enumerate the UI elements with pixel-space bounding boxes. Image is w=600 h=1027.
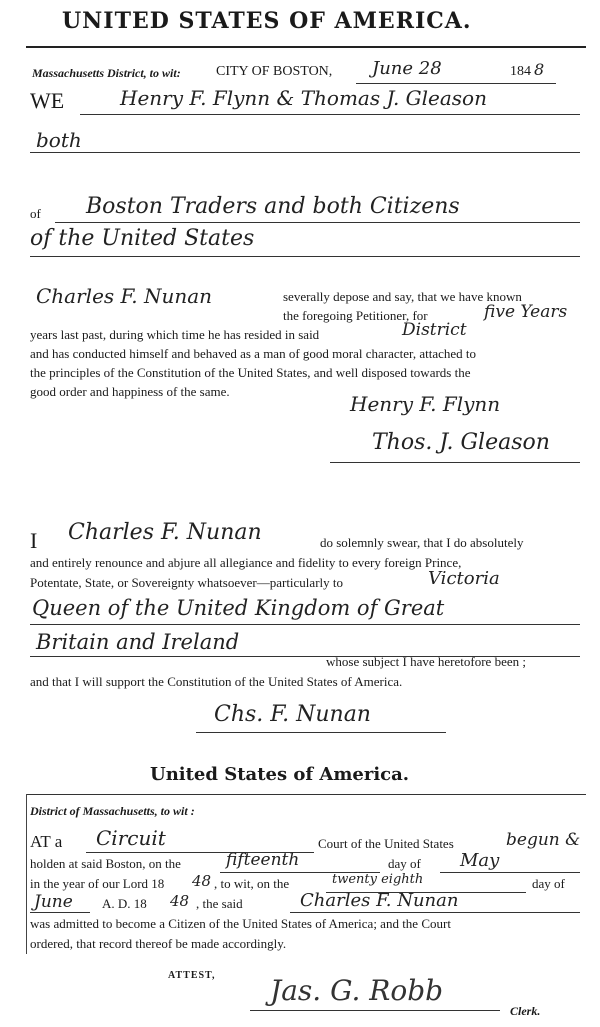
sovereign-line-1 (30, 624, 580, 625)
court-rule-top (26, 794, 586, 795)
clerk-signature: Jas. G. Robb (270, 974, 444, 1007)
document-title: UNITED STATES OF AMERICA. (62, 8, 472, 34)
year-handwritten: 8 (534, 60, 545, 79)
oath-signature-line (196, 732, 446, 733)
residence-handwritten-1: Boston Traders and both Citizens (86, 194, 460, 219)
day-of2-label: day of (532, 876, 565, 891)
day2-handwritten: twenty eighth (332, 872, 424, 887)
residence-handwritten-2: of the United States (30, 226, 255, 251)
court-line: Court of the United States (318, 836, 454, 851)
of-label: of (30, 206, 41, 221)
depose-line-6: good order and happiness of the same. (30, 384, 230, 399)
residence-line-2 (30, 256, 580, 257)
court-name-handwritten: Charles F. Nunan (300, 890, 459, 911)
month-line (440, 872, 580, 873)
attest-label: ATTEST, (168, 970, 216, 981)
clerk-signature-line (250, 1010, 500, 1011)
sovereign-handwritten-1: Victoria (428, 568, 500, 589)
witness-signature-1: Henry F. Flynn (350, 392, 501, 416)
court-type-handwritten: Circuit (96, 826, 166, 850)
court-district: District of Massachusetts, to wit : (30, 804, 195, 818)
years-handwritten: five Years (484, 302, 568, 322)
depose-line-2: the foregoing Petitioner, for (283, 308, 428, 323)
ad-year-handwritten: 48 (170, 892, 190, 910)
signature-line (330, 462, 580, 463)
month2-line (30, 912, 90, 913)
begun-handwritten: begun & (506, 830, 581, 850)
at-label: AT a (30, 832, 63, 851)
city-label: CITY OF BOSTON, (216, 64, 333, 79)
date-handwritten: June 28 (372, 58, 442, 79)
day-handwritten: fifteenth (226, 850, 300, 870)
clerk-label: Clerk. (510, 1004, 541, 1018)
depose-line-5: the principles of the Constitution of the United States, and well disposed towards the (30, 365, 471, 380)
depose-line-3: years last past, during which time he has resided in said (30, 327, 320, 342)
holden-line: holden at said Boston, on the (30, 856, 181, 871)
date-line (356, 83, 556, 84)
petitioner-name-handwritten: Charles F. Nunan (36, 284, 213, 308)
court-year-handwritten: 48 (192, 872, 212, 890)
sovereign-handwritten-3: Britain and Ireland (36, 630, 240, 654)
oath-line-5: and that I will support the Constitution of the United States of America. (30, 674, 403, 689)
residence-line-1 (55, 222, 580, 223)
oath-line-4: whose subject I have heretofore been ; (326, 654, 526, 669)
depose-line-4: and has conducted himself and behaved as a man of good moral character, attached to (30, 346, 476, 361)
year-prefix: 184 (510, 64, 531, 79)
witness-signature-2: Thos. J. Gleason (372, 430, 550, 455)
oath-line-2: and entirely renounce and abjure all allegiance and fidelity to every foreign Prince, (30, 555, 462, 570)
court-title: United States of America. (150, 764, 410, 785)
oath-signature: Chs. F. Nunan (214, 702, 371, 727)
oath-line-3: Potentate, State, or Sovereignty whatsoever—particularly to (30, 575, 343, 590)
witness-line (80, 114, 580, 115)
court-left-border (26, 794, 27, 954)
year-line: in the year of our Lord 18 (30, 876, 165, 891)
both-line (30, 152, 580, 153)
district-handwritten: District (402, 320, 467, 340)
sovereign-handwritten-2: Queen of the United Kingdom of Great (32, 596, 445, 620)
we-label: WE (30, 88, 65, 113)
witness-names-handwritten: Henry F. Flynn & Thomas J. Gleason (120, 86, 487, 110)
district-label: Massachusetts District, to wit: (32, 66, 181, 80)
depose-line-1: severally depose and say, that we have known (283, 289, 522, 304)
said-line: , the said (196, 896, 243, 911)
ordered-line: ordered, that record thereof be made accordingly. (30, 936, 287, 951)
header-rule (26, 46, 586, 48)
ad-line: A. D. 18 (102, 896, 147, 911)
month2-handwritten: June (34, 892, 73, 912)
court-name-line (290, 912, 580, 913)
i-label: I (30, 528, 38, 553)
month-handwritten: May (460, 850, 500, 871)
oath-name-handwritten: Charles F. Nunan (68, 520, 262, 545)
day-of-label: day of (388, 856, 421, 871)
admitted-line: was admitted to become a Citizen of the United States of America; and the Court (30, 916, 451, 931)
towit-line: , to wit, on the (214, 876, 290, 891)
oath-line-1: do solemnly swear, that I do absolutely (320, 535, 524, 550)
both-handwritten: both (36, 128, 82, 152)
